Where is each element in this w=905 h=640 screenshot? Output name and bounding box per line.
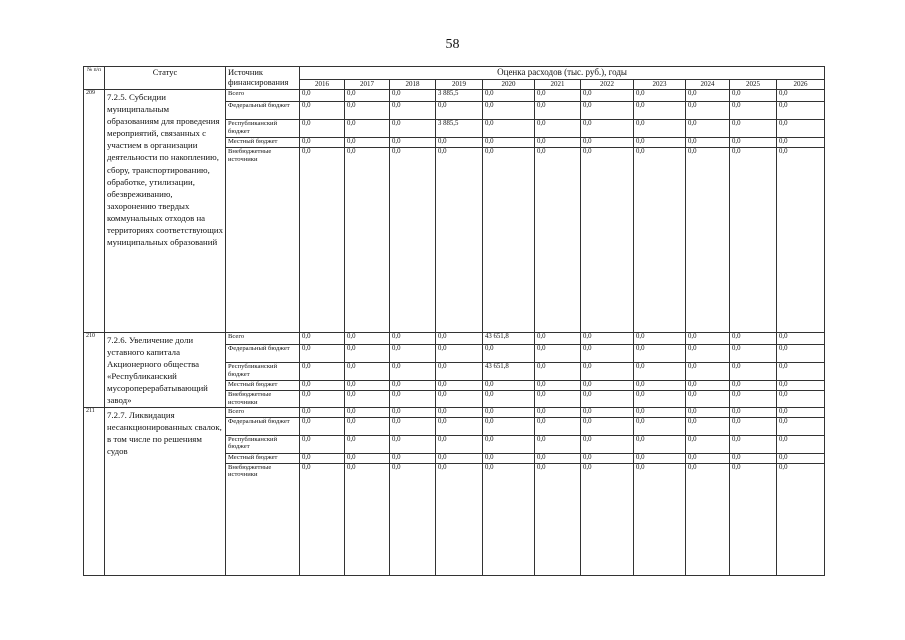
value-cell: 0,0: [634, 102, 686, 120]
year-header-3: 2019: [436, 80, 483, 90]
value-cell: 0,0: [634, 435, 686, 453]
value-cell: 0,0: [634, 381, 686, 391]
value-cell: 0,0: [345, 90, 390, 102]
value-cell: 0,0: [483, 463, 535, 575]
value-cell: 3 885,5: [436, 90, 483, 102]
value-cell: 43 651,8: [483, 333, 535, 345]
value-cell: 0,0: [390, 148, 436, 333]
funding-source: Всего: [226, 407, 300, 417]
funding-source: Местный бюджет: [226, 138, 300, 148]
value-cell: 0,0: [535, 407, 581, 417]
value-cell: 0,0: [634, 90, 686, 102]
year-header-8: 2024: [686, 80, 730, 90]
value-cell: 0,0: [777, 102, 825, 120]
header-status: Статус: [105, 67, 226, 90]
value-cell: 0,0: [390, 363, 436, 381]
value-cell: 0,0: [300, 333, 345, 345]
value-cell: 0,0: [300, 90, 345, 102]
funding-source: Внебюджетные источники: [226, 463, 300, 575]
value-cell: 0,0: [436, 391, 483, 407]
value-cell: 0,0: [581, 363, 634, 381]
value-cell: 0,0: [535, 363, 581, 381]
value-cell: 0,0: [686, 102, 730, 120]
value-cell: 0,0: [535, 90, 581, 102]
header-source: Источник финансирования: [226, 67, 300, 90]
value-cell: 0,0: [345, 381, 390, 391]
value-cell: 0,0: [535, 102, 581, 120]
value-cell: 43 651,8: [483, 363, 535, 381]
value-cell: 0,0: [634, 120, 686, 138]
value-cell: 0,0: [483, 391, 535, 407]
value-cell: 0,0: [686, 333, 730, 345]
funding-source: Республиканский бюджет: [226, 120, 300, 138]
value-cell: 0,0: [535, 333, 581, 345]
value-cell: 0,0: [730, 333, 777, 345]
value-cell: 0,0: [777, 90, 825, 102]
value-cell: 0,0: [777, 453, 825, 463]
value-cell: 0,0: [634, 463, 686, 575]
year-header-6: 2022: [581, 80, 634, 90]
value-cell: 0,0: [345, 453, 390, 463]
value-cell: 0,0: [535, 345, 581, 363]
value-cell: 0,0: [390, 345, 436, 363]
value-cell: 0,0: [535, 435, 581, 453]
value-cell: 0,0: [483, 120, 535, 138]
value-cell: 0,0: [483, 407, 535, 417]
value-cell: 0,0: [686, 407, 730, 417]
value-cell: 0,0: [300, 120, 345, 138]
funding-source: Федеральный бюджет: [226, 417, 300, 435]
value-cell: 0,0: [483, 417, 535, 435]
value-cell: 0,0: [634, 363, 686, 381]
value-cell: 0,0: [300, 138, 345, 148]
value-cell: 0,0: [300, 407, 345, 417]
value-cell: 0,0: [535, 148, 581, 333]
value-cell: 0,0: [436, 435, 483, 453]
value-cell: 0,0: [581, 148, 634, 333]
value-cell: 0,0: [581, 333, 634, 345]
year-header-0: 2016: [300, 80, 345, 90]
value-cell: 0,0: [535, 391, 581, 407]
value-cell: 0,0: [483, 381, 535, 391]
value-cell: 0,0: [686, 363, 730, 381]
value-cell: 0,0: [436, 407, 483, 417]
value-cell: 0,0: [390, 453, 436, 463]
value-cell: 0,0: [581, 435, 634, 453]
value-cell: 0,0: [730, 407, 777, 417]
funding-source: Внебюджетные источники: [226, 391, 300, 407]
value-cell: 0,0: [436, 138, 483, 148]
value-cell: 0,0: [777, 391, 825, 407]
value-cell: 0,0: [581, 138, 634, 148]
value-cell: 0,0: [345, 363, 390, 381]
value-cell: 3 885,5: [436, 120, 483, 138]
value-cell: 0,0: [436, 333, 483, 345]
funding-source: Федеральный бюджет: [226, 345, 300, 363]
value-cell: 0,0: [535, 463, 581, 575]
year-header-4: 2020: [483, 80, 535, 90]
value-cell: 0,0: [345, 345, 390, 363]
value-cell: 0,0: [730, 90, 777, 102]
value-cell: 0,0: [390, 333, 436, 345]
value-cell: 0,0: [581, 407, 634, 417]
funding-source: Республиканский бюджет: [226, 363, 300, 381]
value-cell: 0,0: [390, 407, 436, 417]
value-cell: 0,0: [483, 90, 535, 102]
value-cell: 0,0: [300, 453, 345, 463]
value-cell: 0,0: [777, 333, 825, 345]
value-cell: 0,0: [730, 463, 777, 575]
value-cell: 0,0: [581, 417, 634, 435]
status-cell: 7.2.6. Увеличение доли уставного капитала Акционерного общества «Республиканский мусороперерабатывающий завод»: [105, 333, 226, 408]
value-cell: 0,0: [300, 102, 345, 120]
value-cell: 0,0: [300, 435, 345, 453]
value-cell: 0,0: [581, 381, 634, 391]
value-cell: 0,0: [436, 463, 483, 575]
value-cell: 0,0: [436, 453, 483, 463]
value-cell: 0,0: [581, 453, 634, 463]
value-cell: 0,0: [686, 417, 730, 435]
table-body: [84, 90, 825, 576]
value-cell: 0,0: [634, 417, 686, 435]
table-row: [84, 333, 825, 345]
value-cell: 0,0: [390, 90, 436, 102]
status-cell: 7.2.7. Ликвидация несанкционированных свалок, в том числе по решениям судов: [105, 407, 226, 575]
value-cell: 0,0: [345, 138, 390, 148]
value-cell: 0,0: [436, 102, 483, 120]
value-cell: 0,0: [777, 463, 825, 575]
value-cell: 0,0: [300, 417, 345, 435]
funding-source: Всего: [226, 90, 300, 102]
year-header-7: 2023: [634, 80, 686, 90]
budget-table: [83, 66, 825, 576]
value-cell: 0,0: [686, 435, 730, 453]
table-row: [84, 407, 825, 417]
value-cell: 0,0: [300, 463, 345, 575]
funding-source: Федеральный бюджет: [226, 102, 300, 120]
value-cell: 0,0: [390, 381, 436, 391]
value-cell: 0,0: [777, 138, 825, 148]
value-cell: 0,0: [390, 391, 436, 407]
value-cell: 0,0: [390, 102, 436, 120]
value-cell: 0,0: [535, 453, 581, 463]
funding-source: Внебюджетные источники: [226, 148, 300, 333]
header-num: № п/п: [84, 67, 105, 90]
value-cell: 0,0: [686, 391, 730, 407]
value-cell: 0,0: [777, 363, 825, 381]
value-cell: 0,0: [634, 453, 686, 463]
value-cell: 0,0: [686, 463, 730, 575]
table-row: [84, 90, 825, 102]
value-cell: 0,0: [390, 435, 436, 453]
value-cell: 0,0: [345, 333, 390, 345]
value-cell: 0,0: [730, 148, 777, 333]
value-cell: 0,0: [777, 417, 825, 435]
value-cell: 0,0: [436, 363, 483, 381]
value-cell: 0,0: [581, 90, 634, 102]
value-cell: 0,0: [686, 138, 730, 148]
value-cell: 0,0: [730, 435, 777, 453]
value-cell: 0,0: [483, 148, 535, 333]
value-cell: 0,0: [345, 463, 390, 575]
year-header-2: 2018: [390, 80, 436, 90]
value-cell: 0,0: [436, 148, 483, 333]
value-cell: 0,0: [345, 148, 390, 333]
value-cell: 0,0: [345, 417, 390, 435]
value-cell: 0,0: [535, 417, 581, 435]
value-cell: 0,0: [686, 120, 730, 138]
year-header-9: 2025: [730, 80, 777, 90]
row-number: 211: [84, 407, 105, 575]
value-cell: 0,0: [730, 417, 777, 435]
value-cell: 0,0: [345, 391, 390, 407]
value-cell: 0,0: [581, 120, 634, 138]
value-cell: 0,0: [777, 381, 825, 391]
value-cell: 0,0: [686, 453, 730, 463]
value-cell: 0,0: [730, 102, 777, 120]
value-cell: 0,0: [777, 407, 825, 417]
page-number: 58: [445, 37, 460, 52]
value-cell: 0,0: [390, 138, 436, 148]
value-cell: 0,0: [483, 345, 535, 363]
value-cell: 0,0: [390, 417, 436, 435]
value-cell: 0,0: [730, 138, 777, 148]
funding-source: Местный бюджет: [226, 453, 300, 463]
value-cell: 0,0: [634, 138, 686, 148]
value-cell: 0,0: [300, 148, 345, 333]
year-header-1: 2017: [345, 80, 390, 90]
value-cell: 0,0: [300, 363, 345, 381]
value-cell: 0,0: [535, 381, 581, 391]
value-cell: 0,0: [777, 120, 825, 138]
value-cell: 0,0: [535, 138, 581, 148]
value-cell: 0,0: [345, 120, 390, 138]
funding-source: Республиканский бюджет: [226, 435, 300, 453]
value-cell: 0,0: [390, 120, 436, 138]
value-cell: 0,0: [300, 391, 345, 407]
value-cell: 0,0: [483, 453, 535, 463]
value-cell: 0,0: [634, 391, 686, 407]
value-cell: 0,0: [730, 120, 777, 138]
value-cell: 0,0: [300, 345, 345, 363]
value-cell: 0,0: [535, 120, 581, 138]
value-cell: 0,0: [581, 345, 634, 363]
value-cell: 0,0: [483, 138, 535, 148]
value-cell: 0,0: [634, 345, 686, 363]
value-cell: 0,0: [390, 463, 436, 575]
status-cell: 7.2.5. Субсидии муниципальным образованиям для проведения мероприятий, связанных с участием в организации деятельности по накоплению, сбору, транспортированию, обработке, утилизации, обезвреживанию, захоронению твердых коммунальных отходов на территориях соответствующих муниципальных образований: [105, 90, 226, 333]
value-cell: 0,0: [730, 391, 777, 407]
value-cell: 0,0: [730, 345, 777, 363]
value-cell: 0,0: [686, 148, 730, 333]
value-cell: 0,0: [634, 148, 686, 333]
row-number: 210: [84, 333, 105, 408]
value-cell: 0,0: [730, 381, 777, 391]
funding-source: Всего: [226, 333, 300, 345]
value-cell: 0,0: [300, 381, 345, 391]
value-cell: 0,0: [436, 381, 483, 391]
value-cell: 0,0: [686, 345, 730, 363]
value-cell: 0,0: [686, 381, 730, 391]
value-cell: 0,0: [730, 453, 777, 463]
value-cell: 0,0: [345, 435, 390, 453]
value-cell: 0,0: [483, 102, 535, 120]
value-cell: 0,0: [777, 148, 825, 333]
funding-source: Местный бюджет: [226, 381, 300, 391]
value-cell: 0,0: [634, 333, 686, 345]
value-cell: 0,0: [777, 345, 825, 363]
value-cell: 0,0: [483, 435, 535, 453]
value-cell: 0,0: [436, 417, 483, 435]
value-cell: 0,0: [634, 407, 686, 417]
year-header-5: 2021: [535, 80, 581, 90]
value-cell: 0,0: [730, 363, 777, 381]
value-cell: 0,0: [345, 407, 390, 417]
value-cell: 0,0: [686, 90, 730, 102]
value-cell: 0,0: [581, 463, 634, 575]
value-cell: 0,0: [345, 102, 390, 120]
value-cell: 0,0: [436, 345, 483, 363]
value-cell: 0,0: [777, 435, 825, 453]
value-cell: 0,0: [581, 391, 634, 407]
year-header-10: 2026: [777, 80, 825, 90]
row-number: 209: [84, 90, 105, 333]
header-estimate: Оценка расходов (тыс. руб.), годы: [300, 67, 825, 80]
value-cell: 0,0: [581, 102, 634, 120]
